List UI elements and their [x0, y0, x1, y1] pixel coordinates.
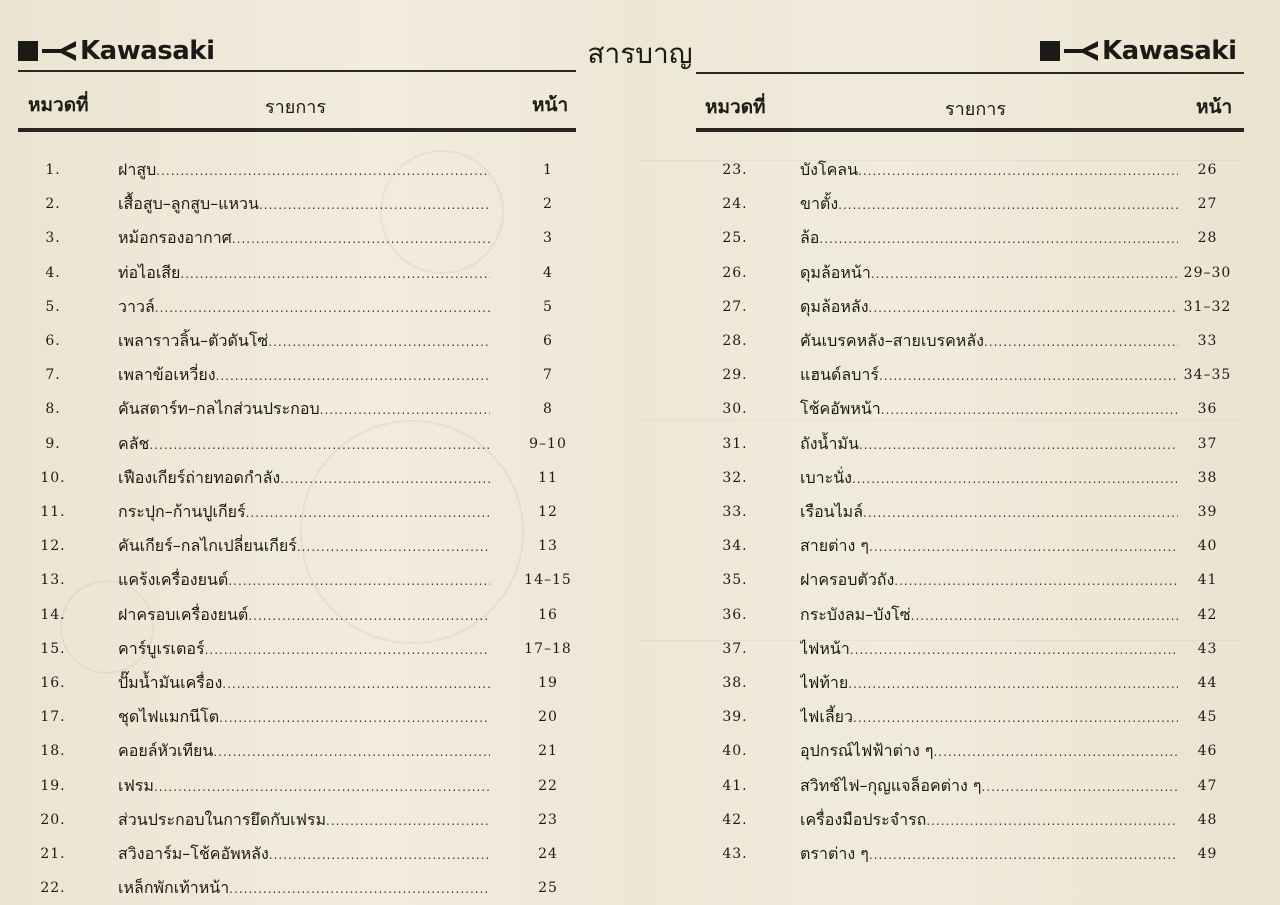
entry-number: 33.: [722, 504, 748, 520]
entry-page-number: 23: [538, 811, 558, 828]
entry-number: 24.: [722, 196, 748, 213]
entry-number: 10.: [40, 469, 66, 486]
entry-title: แคร้งเครื่องยนต์ .....: [118, 567, 490, 593]
entry-title: ฝาครอบตัวถัง .....: [800, 567, 1178, 593]
entry-number: 38.: [722, 675, 748, 691]
entry-page-number: 43: [1197, 640, 1218, 657]
toc-entry: [18, 499, 588, 525]
entry-page-number: 29–30: [1183, 264, 1232, 281]
entry-number: 23.: [722, 162, 748, 178]
toc-entry: [18, 533, 588, 559]
col-header-page: หน้า: [532, 94, 569, 116]
entry-number: 6.: [45, 333, 61, 349]
col-header-category: หมวดที่: [705, 96, 766, 118]
entry-page-number: 34–35: [1183, 367, 1232, 384]
entry-number: 7.: [45, 367, 61, 384]
toc-entry: [18, 773, 588, 799]
entry-title: ขาตั้ง .....: [800, 191, 1178, 217]
col-header-page: หน้า: [1196, 96, 1233, 118]
entry-page-number: 1: [543, 162, 553, 178]
header-top-rule: [696, 72, 1244, 74]
entry-title: ฝาสูบ .....: [118, 157, 490, 183]
entry-title: กระบังลม–บังโซ่ .....: [800, 602, 1178, 628]
entry-number: 20.: [40, 811, 66, 828]
entry-title: เฟืองเกียร์ถ่ายทอดกำลัง .....: [118, 465, 490, 491]
toc-entry: [700, 225, 1245, 251]
toc-entry: [18, 807, 588, 833]
entry-number: 42.: [722, 811, 748, 828]
toc-entry: [700, 807, 1245, 833]
toc-entry: [18, 225, 588, 251]
toc-entry: [700, 738, 1245, 764]
entry-number: 32.: [722, 469, 748, 486]
entry-title: โช้คอัพหน้า .....: [800, 396, 1178, 422]
entry-page-number: 42: [1197, 606, 1218, 623]
entry-title: ชุดไฟแมกนีโต .....: [118, 704, 490, 730]
toc-entry: [700, 773, 1245, 799]
entry-title: ล้อ .....: [800, 225, 1178, 251]
entry-page-number: 36: [1197, 401, 1218, 418]
entry-number: 8.: [45, 401, 61, 418]
entry-title: คลัช .....: [118, 431, 490, 457]
col-header-item: รายการ: [945, 99, 1006, 120]
entry-title: ตราต่าง ๆ .....: [800, 841, 1178, 867]
entry-title: เฟรม .....: [118, 773, 490, 799]
toc-entry: [18, 738, 588, 764]
toc-entry: [18, 567, 588, 593]
entry-title: คันสตาร์ท–กลไกส่วนประกอบ .....: [118, 396, 490, 422]
entry-page-number: 7: [543, 367, 553, 384]
entry-page-number: 20: [538, 709, 558, 726]
header-bottom-rule: [18, 128, 576, 132]
toc-entry: [700, 191, 1245, 217]
entry-title: อุปกรณ์ไฟฟ้าต่าง ๆ .....: [800, 738, 1178, 764]
entry-number: 22.: [40, 880, 66, 897]
entry-title: เหล็กพักเท้าหน้า .....: [118, 875, 490, 901]
entry-page-number: 4: [543, 264, 553, 281]
entry-title: ถังน้ำมัน .....: [800, 431, 1178, 457]
entry-page-number: 48: [1197, 811, 1218, 828]
entry-page-number: 3: [543, 230, 553, 247]
entry-number: 27.: [722, 298, 748, 315]
entry-title: ฝาครอบเครื่องยนต์ .....: [118, 602, 490, 628]
entry-title: วาวล์ .....: [118, 294, 490, 320]
entry-title: ท่อไอเสีย .....: [118, 260, 490, 286]
entry-page-number: 31–32: [1183, 298, 1232, 315]
entry-page-number: 6: [543, 333, 553, 349]
entry-number: 12.: [40, 538, 66, 555]
entry-number: 11.: [40, 504, 66, 520]
entry-page-number: 9–10: [529, 435, 567, 452]
entry-title: เพลาข้อเหวี่ยง .....: [118, 362, 490, 388]
toc-entry: [18, 704, 588, 730]
entry-title: สายต่าง ๆ .....: [800, 533, 1178, 559]
toc-entry: [18, 396, 588, 422]
toc-entry: [700, 328, 1245, 354]
entry-page-number: 38: [1197, 469, 1218, 486]
entry-page-number: 45: [1197, 709, 1218, 726]
entry-page-number: 26: [1197, 162, 1218, 178]
entry-number: 14.: [40, 606, 66, 623]
entry-page-number: 11: [538, 469, 558, 486]
entry-title: ดุมล้อหน้า .....: [800, 260, 1178, 286]
entry-number: 3.: [45, 230, 61, 247]
entry-number: 9.: [45, 435, 61, 452]
entry-title: เสื้อสูบ–ลูกสูบ–แหวน .....: [118, 191, 490, 217]
entry-title: เพลาราวลิ้น–ตัวดันโซ่ .....: [118, 328, 490, 354]
header-top-rule: [18, 70, 576, 72]
entry-title: สวิงอาร์ม–โช้คอัพหลัง .....: [118, 841, 490, 867]
toc-entry: [18, 636, 588, 662]
entry-number: 30.: [722, 401, 748, 418]
entry-number: 5.: [45, 298, 61, 315]
toc-entry: [700, 841, 1245, 867]
entry-number: 19.: [40, 777, 66, 794]
toc-entry: [18, 431, 588, 457]
entry-title: คันเบรคหลัง–สายเบรคหลัง .....: [800, 328, 1178, 354]
entry-page-number: 44: [1197, 675, 1218, 691]
toc-entry: [18, 328, 588, 354]
brand-name: Kawasaki: [1102, 36, 1237, 66]
entry-page-number: 47: [1197, 777, 1218, 794]
entry-page-number: 24: [538, 846, 558, 862]
entry-number: 36.: [722, 606, 748, 623]
entry-page-number: 14–15: [524, 572, 572, 589]
entry-title: เรือนไมล์ .....: [800, 499, 1178, 525]
entry-page-number: 33: [1197, 333, 1218, 349]
entry-title: คันเกียร์–กลไกเปลี่ยนเกียร์ .....: [118, 533, 490, 559]
entry-number: 13.: [40, 572, 66, 589]
entry-page-number: 17–18: [524, 640, 572, 657]
kawasaki-mark-icon: [18, 37, 78, 65]
entry-number: 1.: [45, 162, 61, 178]
entry-page-number: 37: [1197, 435, 1218, 452]
entry-page-number: 28: [1197, 230, 1218, 247]
entry-page-number: 22: [538, 777, 558, 794]
entry-page-number: 40: [1197, 538, 1218, 555]
entry-number: 2.: [45, 196, 61, 213]
entry-page-number: 46: [1197, 743, 1218, 760]
entry-number: 34.: [722, 538, 748, 555]
entry-number: 39.: [722, 709, 748, 726]
brand-name: Kawasaki: [80, 36, 215, 66]
entry-page-number: 25: [538, 880, 558, 897]
entry-page-number: 12: [538, 504, 558, 520]
toc-entry: [18, 294, 588, 320]
entry-title: เครื่องมือประจำรถ .....: [800, 807, 1178, 833]
toc-entry: [700, 294, 1245, 320]
entry-number: 43.: [722, 846, 748, 862]
kawasaki-mark-icon: [1040, 37, 1100, 65]
entry-number: 26.: [722, 264, 748, 281]
entry-title: บังโคลน .....: [800, 157, 1178, 183]
entry-number: 16.: [40, 675, 66, 691]
entry-title: สวิทช์ไฟ–กุญแจล็อคต่าง ๆ .....: [800, 773, 1178, 799]
entry-number: 28.: [722, 333, 748, 349]
entry-title: คอยล์หัวเทียน .....: [118, 738, 490, 764]
toc-entry: [700, 602, 1245, 628]
entry-page-number: 2: [543, 196, 553, 213]
toc-entry: [18, 191, 588, 217]
entry-title: ปั๊มน้ำมันเครื่อง .....: [118, 670, 490, 696]
toc-entry: [700, 704, 1245, 730]
col-header-category: หมวดที่: [28, 94, 89, 116]
header-bottom-rule: [696, 128, 1244, 132]
toc-entry: [18, 670, 588, 696]
toc-entry: [700, 533, 1245, 559]
entry-title: ไฟหน้า .....: [800, 636, 1178, 662]
entry-number: 40.: [722, 743, 748, 760]
entry-number: 35.: [722, 572, 748, 589]
entry-number: 41.: [722, 777, 748, 794]
toc-entry: [700, 465, 1245, 491]
entry-page-number: 16: [538, 606, 558, 623]
entry-title: ส่วนประกอบในการยึดกับเฟรม .....: [118, 807, 490, 833]
entry-title: ดุมล้อหลัง .....: [800, 294, 1178, 320]
entry-number: 29.: [722, 367, 748, 384]
entry-number: 18.: [40, 743, 66, 760]
entry-number: 17.: [40, 709, 66, 726]
kawasaki-logo-left: [18, 36, 214, 66]
toc-entry: [700, 670, 1245, 696]
entry-number: 4.: [45, 264, 61, 281]
entry-title: คาร์บูเรเตอร์ .....: [118, 636, 490, 662]
toc-entry: [18, 157, 588, 183]
toc-entry: [700, 567, 1245, 593]
entry-title: กระปุก–ก้านปูเกียร์ .....: [118, 499, 490, 525]
page-title: สารบาญ: [587, 37, 693, 70]
entry-number: 37.: [722, 640, 748, 657]
toc-entry: [18, 362, 588, 388]
kawasaki-logo-right: [1040, 36, 1236, 66]
entry-page-number: 13: [538, 538, 558, 555]
toc-entry: [700, 431, 1245, 457]
entry-page-number: 19: [538, 675, 558, 691]
toc-entry: [700, 260, 1245, 286]
entry-number: 31.: [722, 435, 748, 452]
entry-page-number: 39: [1197, 504, 1218, 520]
entry-title: เบาะนั่ง .....: [800, 465, 1178, 491]
entry-number: 15.: [40, 640, 66, 657]
toc-entry: [18, 602, 588, 628]
toc-entry: [18, 260, 588, 286]
toc-entry: [700, 362, 1245, 388]
col-header-item: รายการ: [265, 97, 326, 118]
entry-page-number: 41: [1197, 572, 1218, 589]
entry-title: แฮนด์ลบาร์ .....: [800, 362, 1178, 388]
entry-page-number: 5: [543, 298, 553, 315]
toc-entry: [700, 499, 1245, 525]
entry-title: ไฟเลี้ยว .....: [800, 704, 1178, 730]
entry-number: 25.: [722, 230, 748, 247]
entry-title: ไฟท้าย .....: [800, 670, 1178, 696]
toc-entry: [18, 841, 588, 867]
toc-entry: [18, 875, 588, 901]
entry-page-number: 27: [1197, 196, 1218, 213]
entry-number: 21.: [40, 846, 66, 862]
toc-entry: [18, 465, 588, 491]
toc-entry: [700, 396, 1245, 422]
entry-page-number: 8: [543, 401, 553, 418]
entry-page-number: 49: [1197, 846, 1218, 862]
entry-title: หม้อกรองอากาศ .....: [118, 225, 490, 251]
entry-page-number: 21: [538, 743, 558, 760]
toc-entry: [700, 157, 1245, 183]
toc-entry: [700, 636, 1245, 662]
